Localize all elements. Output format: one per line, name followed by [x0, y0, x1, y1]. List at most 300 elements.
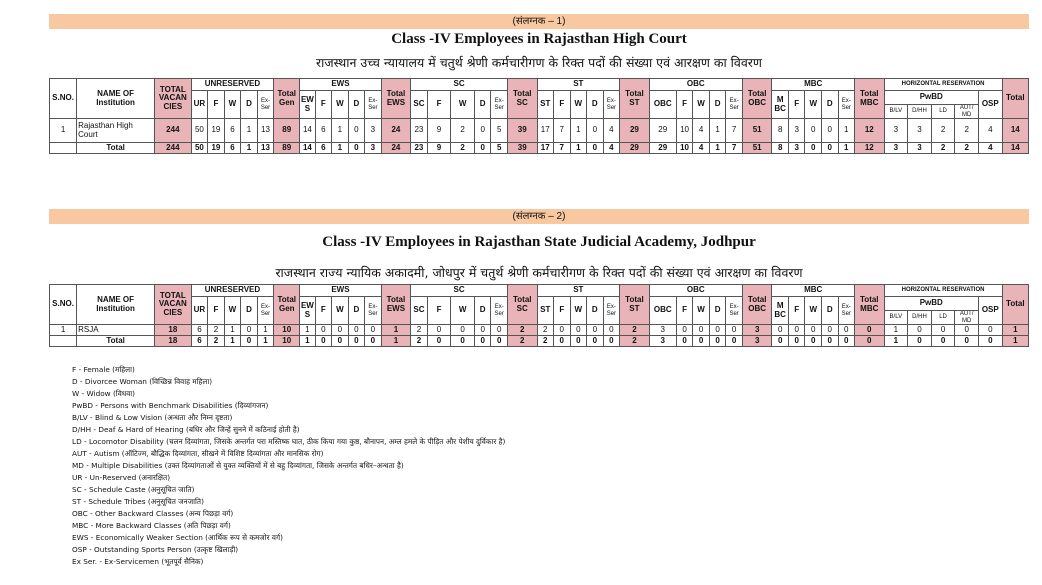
value-cell: 1: [884, 336, 908, 347]
abbreviation-legend: [72, 364, 505, 568]
header-d: D: [821, 91, 838, 119]
header-total-mbc: Total MBC: [855, 79, 885, 119]
value-cell: 0: [603, 325, 620, 336]
value-cell: 3: [742, 325, 772, 336]
header-d: D: [474, 297, 491, 325]
annex-1-band: (संलग्नक – 1): [49, 14, 1029, 29]
value-cell: 0: [955, 325, 979, 336]
value-cell: 0: [348, 143, 365, 154]
value-cell: 3: [742, 336, 772, 347]
sno-cell: 1: [50, 325, 77, 336]
header-ex-ser: Ex- Ser: [365, 91, 382, 119]
value-cell: 0: [474, 336, 491, 347]
header-ex-ser: Ex- Ser: [257, 297, 274, 325]
value-cell: 0: [570, 336, 587, 347]
header-st-sub: ST: [537, 297, 554, 325]
value-cell: 1: [257, 325, 274, 336]
header-f: F: [676, 91, 693, 119]
value-cell: 1: [381, 325, 411, 336]
table-row: [50, 325, 1029, 336]
header-f: F: [315, 297, 332, 325]
value-cell: 2: [208, 325, 225, 336]
value-cell: 0: [241, 336, 258, 347]
header-f: F: [427, 91, 451, 119]
value-cell: 0: [908, 325, 932, 336]
header-dhh: D/HH: [908, 311, 932, 325]
value-cell: 0: [908, 336, 932, 347]
value-cell: 2: [620, 325, 650, 336]
header-ex-ser: Ex- Ser: [365, 297, 382, 325]
header-ex-ser: Ex- Ser: [603, 297, 620, 325]
header-dhh: D/HH: [908, 105, 932, 119]
value-cell: 18: [155, 336, 192, 347]
header-ld: LD: [931, 311, 955, 325]
value-cell: 0: [805, 143, 822, 154]
sno-cell: 1: [50, 119, 77, 143]
header-total-vacancies: TOTAL VACAN CIES: [155, 285, 192, 325]
value-cell: 2: [931, 119, 955, 143]
header-f: F: [315, 91, 332, 119]
header-f: F: [676, 297, 693, 325]
header-w: W: [570, 297, 587, 325]
group-horizontal-reservation: HORIZONTAL RESERVATION: [884, 285, 1002, 297]
value-cell: 4: [978, 143, 1002, 154]
header-total-gen: Total Gen: [274, 285, 300, 325]
legend-item: OBC - Other Backward Classes (अन्य पिछड़ा वर्ग): [72, 509, 234, 518]
value-cell: 0: [855, 336, 885, 347]
value-cell: 0: [348, 336, 365, 347]
value-cell: 7: [554, 119, 571, 143]
value-cell: 1: [709, 119, 726, 143]
group-unreserved: UNRESERVED: [191, 285, 274, 297]
group-pwbd: PwBD: [884, 91, 978, 105]
value-cell: 5: [491, 143, 508, 154]
header-d: D: [348, 297, 365, 325]
header-total-sc: Total SC: [507, 79, 537, 119]
institution-cell: Rajasthan High Court: [77, 119, 155, 143]
header-f: F: [208, 297, 225, 325]
header-osp: OSP: [978, 91, 1002, 119]
value-cell: 1: [570, 143, 587, 154]
value-cell: 6: [191, 325, 208, 336]
section-1-subtitle: राजस्थान उच्च न्यायालय में चतुर्थ श्रेणी कर्मचारीगण के रिक्त पदों की संख्या एवं आरक्षण का विवरण: [316, 55, 762, 70]
value-cell: 7: [554, 143, 571, 154]
value-cell: 0: [474, 143, 491, 154]
value-cell: 89: [274, 143, 300, 154]
legend-item: MD - Multiple Disabilities (उक्त दिव्यांगताओं से युक्त व्यक्तियों में से बहु दिव्यांगता, जिसके अन्तर्गत बधिर–अन्धता है): [72, 461, 404, 470]
value-cell: 0: [693, 325, 710, 336]
value-cell: 2: [507, 336, 537, 347]
header-w: W: [693, 297, 710, 325]
header-f: F: [427, 297, 451, 325]
value-cell: 0: [315, 336, 332, 347]
value-cell: 3: [649, 325, 676, 336]
header-osp: OSP: [978, 297, 1002, 325]
value-cell: 0: [978, 325, 1002, 336]
value-cell: 3: [788, 119, 805, 143]
value-cell: 0: [838, 336, 855, 347]
value-cell: 1: [838, 143, 855, 154]
value-cell: 29: [649, 119, 676, 143]
value-cell: 3: [908, 143, 932, 154]
value-cell: 0: [348, 119, 365, 143]
sno-cell: [50, 143, 77, 154]
group-obc: OBC: [649, 79, 742, 91]
value-cell: 4: [978, 119, 1002, 143]
legend-item: D/HH - Deaf & Hard of Hearing (बधिर और जिन्हें सुनने में कठिनाई होती है): [72, 425, 300, 434]
value-cell: 0: [315, 325, 332, 336]
header-d: D: [587, 91, 604, 119]
table-row: [50, 119, 1029, 143]
value-cell: 7: [726, 143, 743, 154]
header-w: W: [805, 91, 822, 119]
value-cell: 6: [315, 143, 332, 154]
value-cell: 0: [805, 119, 822, 143]
value-cell: 10: [676, 143, 693, 154]
value-cell: 89: [274, 119, 300, 143]
value-cell: 51: [742, 143, 772, 154]
value-cell: 3: [365, 143, 382, 154]
value-cell: 0: [427, 336, 451, 347]
value-cell: 0: [955, 336, 979, 347]
value-cell: 0: [838, 325, 855, 336]
legend-item: MBC - More Backward Classes (अति पिछड़ा वर्ग): [72, 521, 231, 530]
group-sc: SC: [411, 285, 508, 297]
vacancy-table-1: [49, 78, 1029, 154]
header-ews-sub: EW S: [300, 297, 315, 325]
value-cell: 17: [537, 143, 554, 154]
value-cell: 0: [587, 336, 604, 347]
legend-item: D - Divorcee Woman (विच्छिन्न विवाह महिला): [72, 377, 213, 386]
value-cell: 0: [241, 325, 258, 336]
value-cell: 0: [427, 325, 451, 336]
value-cell: 23: [411, 119, 428, 143]
legend-item: LD - Locomotor Disability (चलन दिव्यांगता, जिसके अन्तर्गत परा मस्तिष्क घात, ठीक किया गया कुष्ठ, बौनापन, अम्ल हमले के पीड़ित और पेशीय दुर्विकार है): [72, 437, 506, 446]
group-sc: SC: [411, 79, 508, 91]
value-cell: 7: [726, 119, 743, 143]
value-cell: 1: [570, 119, 587, 143]
value-cell: 0: [570, 325, 587, 336]
value-cell: 2: [955, 143, 979, 154]
header-w: W: [224, 297, 241, 325]
value-cell: 14: [300, 143, 315, 154]
value-cell: 1: [241, 119, 258, 143]
header-ex-ser: Ex- Ser: [257, 91, 274, 119]
value-cell: 6: [224, 143, 241, 154]
legend-item: AUT - Autism (ऑटिज्म, बौद्धिक दिव्यांगता, सीखने में विशिष्ट दिव्यांगता और मानसिक रोग): [72, 449, 324, 458]
header-d: D: [241, 91, 258, 119]
value-cell: 2: [620, 336, 650, 347]
value-cell: 10: [274, 325, 300, 336]
value-cell: 0: [554, 336, 571, 347]
value-cell: 9: [427, 119, 451, 143]
value-cell: 2: [451, 119, 475, 143]
header-w: W: [224, 91, 241, 119]
header-w: W: [570, 91, 587, 119]
value-cell: 0: [805, 325, 822, 336]
header-sc-sub: SC: [411, 297, 428, 325]
value-cell: 5: [491, 119, 508, 143]
legend-item: SC - Schedule Caste (अनुसूचित जाति): [72, 485, 195, 494]
value-cell: 10: [274, 336, 300, 347]
header-total-ews: Total EWS: [381, 79, 411, 119]
header-total-obc: Total OBC: [742, 79, 772, 119]
value-cell: 8: [772, 119, 789, 143]
value-cell: 0: [554, 325, 571, 336]
header-ex-ser: Ex- Ser: [491, 91, 508, 119]
header-ex-ser: Ex- Ser: [491, 297, 508, 325]
value-cell: 3: [365, 119, 382, 143]
value-cell: 0: [474, 325, 491, 336]
value-cell: 0: [451, 325, 475, 336]
group-horizontal-reservation: HORIZONTAL RESERVATION: [884, 79, 1002, 91]
value-cell: 0: [931, 325, 955, 336]
header-total-sc: Total SC: [507, 285, 537, 325]
value-cell: 1: [1002, 336, 1028, 347]
value-cell: 50: [191, 143, 208, 154]
value-cell: 2: [507, 325, 537, 336]
legend-item: OSP - Outstanding Sports Person (उत्कृष्ट खिलाड़ी): [72, 545, 239, 554]
header-f: F: [554, 297, 571, 325]
group-ews: EWS: [300, 79, 381, 91]
header-ur: UR: [191, 297, 208, 325]
value-cell: 0: [709, 325, 726, 336]
group-st: ST: [537, 79, 620, 91]
value-cell: 12: [855, 143, 885, 154]
value-cell: 0: [348, 325, 365, 336]
header-w: W: [332, 91, 349, 119]
value-cell: 3: [649, 336, 676, 347]
value-cell: 2: [411, 336, 428, 347]
value-cell: 39: [507, 119, 537, 143]
legend-item: UR - Un-Reserved (अनारक्षित): [72, 473, 171, 482]
header-obc-sub: OBC: [649, 297, 676, 325]
legend-item: Ex Ser. - Ex-Servicemen (भूतपूर्व सैनिक): [72, 557, 204, 566]
header-ex-ser: Ex- Ser: [726, 297, 743, 325]
value-cell: 1: [838, 119, 855, 143]
value-cell: 1: [257, 336, 274, 347]
value-cell: 0: [726, 325, 743, 336]
header-d: D: [709, 91, 726, 119]
legend-item: PwBD - Persons with Benchmark Disabilities (दिव्यांगजन): [72, 401, 269, 410]
sno-cell: [50, 336, 77, 347]
value-cell: 14: [1002, 119, 1028, 143]
header-ur: UR: [191, 91, 208, 119]
group-pwbd: PwBD: [884, 297, 978, 311]
value-cell: 0: [451, 336, 475, 347]
header-total-ews: Total EWS: [381, 285, 411, 325]
value-cell: 1: [332, 119, 349, 143]
value-cell: 0: [726, 336, 743, 347]
header-total-obc: Total OBC: [742, 285, 772, 325]
institution-cell: RSJA: [77, 325, 155, 336]
value-cell: 0: [676, 325, 693, 336]
value-cell: 6: [224, 119, 241, 143]
header-autmd: AUT/ MD: [955, 311, 979, 325]
header-total-gen: Total Gen: [274, 79, 300, 119]
value-cell: 10: [676, 119, 693, 143]
legend-item: ST - Schedule Tribes (अनुसूचित जनजाति): [72, 497, 204, 506]
header-blv: B/LV: [884, 311, 908, 325]
header-d: D: [821, 297, 838, 325]
header-sno: S.NO.: [50, 79, 77, 119]
value-cell: 0: [821, 336, 838, 347]
value-cell: 0: [821, 325, 838, 336]
value-cell: 2: [931, 143, 955, 154]
annex-2-band: (संलग्नक – 2): [49, 209, 1029, 224]
value-cell: 0: [474, 119, 491, 143]
value-cell: 0: [587, 325, 604, 336]
header-mbc-sub: M BC: [772, 297, 789, 325]
header-ex-ser: Ex- Ser: [726, 91, 743, 119]
value-cell: 0: [365, 325, 382, 336]
value-cell: 6: [191, 336, 208, 347]
value-cell: 0: [332, 325, 349, 336]
header-total: Total: [1002, 285, 1028, 325]
value-cell: 17: [537, 119, 554, 143]
header-w: W: [451, 297, 475, 325]
header-total-mbc: Total MBC: [855, 285, 885, 325]
value-cell: 4: [603, 143, 620, 154]
value-cell: 2: [451, 143, 475, 154]
header-w: W: [693, 91, 710, 119]
value-cell: 0: [805, 336, 822, 347]
header-obc-sub: OBC: [649, 91, 676, 119]
header-d: D: [474, 91, 491, 119]
value-cell: 3: [908, 119, 932, 143]
value-cell: 0: [603, 336, 620, 347]
header-w: W: [805, 297, 822, 325]
legend-item: EWS - Economically Weaker Section (आर्थिक रूप से कमजोर वर्ग): [72, 533, 283, 542]
value-cell: 1: [381, 336, 411, 347]
value-cell: 4: [603, 119, 620, 143]
value-cell: 29: [620, 119, 650, 143]
header-autmd: AUT/ MD: [955, 105, 979, 119]
total-row: [50, 336, 1029, 347]
value-cell: 29: [649, 143, 676, 154]
legend-item: F - Female (महिला): [72, 365, 135, 374]
value-cell: 18: [155, 325, 192, 336]
institution-cell: Total: [77, 143, 155, 154]
value-cell: 1: [332, 143, 349, 154]
value-cell: 0: [676, 336, 693, 347]
value-cell: 50: [191, 119, 208, 143]
value-cell: 2: [411, 325, 428, 336]
section-2-subtitle: राजस्थान राज्य न्यायिक अकादमी, जोधपुर में चतुर्थ श्रेणी कर्मचारीगण के रिक्त पदों की संख्या एवं आरक्षण का विवरण: [275, 265, 803, 280]
value-cell: 244: [155, 119, 192, 143]
total-row: [50, 143, 1029, 154]
value-cell: 2: [208, 336, 225, 347]
value-cell: 0: [365, 336, 382, 347]
value-cell: 0: [772, 336, 789, 347]
header-mbc-sub: M BC: [772, 91, 789, 119]
value-cell: 1: [224, 325, 241, 336]
header-w: W: [332, 297, 349, 325]
header-d: D: [709, 297, 726, 325]
header-institution: NAME OF Institution: [77, 79, 155, 119]
value-cell: 1: [300, 336, 315, 347]
value-cell: 1: [224, 336, 241, 347]
value-cell: 24: [381, 119, 411, 143]
value-cell: 0: [788, 325, 805, 336]
group-obc: OBC: [649, 285, 742, 297]
value-cell: 0: [788, 336, 805, 347]
header-ews-sub: EW S: [300, 91, 315, 119]
value-cell: 0: [821, 143, 838, 154]
value-cell: 23: [411, 143, 428, 154]
value-cell: 12: [855, 119, 885, 143]
vacancy-table-2: [49, 284, 1029, 347]
value-cell: 0: [772, 325, 789, 336]
value-cell: 2: [955, 119, 979, 143]
value-cell: 1: [884, 325, 908, 336]
group-mbc: MBC: [772, 285, 855, 297]
institution-cell: Total: [77, 336, 155, 347]
group-st: ST: [537, 285, 620, 297]
header-f: F: [554, 91, 571, 119]
section-2-title: Class -IV Employees in Rajasthan State Judicial Academy, Jodhpur: [322, 234, 756, 250]
value-cell: 0: [855, 325, 885, 336]
value-cell: 1: [1002, 325, 1028, 336]
value-cell: 0: [491, 336, 508, 347]
value-cell: 0: [332, 336, 349, 347]
header-sno: S.NO.: [50, 285, 77, 325]
legend-item: W - Widow (विधवा): [72, 389, 136, 398]
header-ex-ser: Ex- Ser: [603, 91, 620, 119]
value-cell: 39: [507, 143, 537, 154]
value-cell: 1: [241, 143, 258, 154]
value-cell: 9: [427, 143, 451, 154]
value-cell: 4: [693, 143, 710, 154]
value-cell: 51: [742, 119, 772, 143]
header-blv: B/LV: [884, 105, 908, 119]
header-ex-ser: Ex- Ser: [838, 91, 855, 119]
value-cell: 0: [931, 336, 955, 347]
value-cell: 29: [620, 143, 650, 154]
value-cell: 1: [300, 325, 315, 336]
section-1-title: Class -IV Employees in Rajasthan High Court: [391, 31, 687, 47]
header-sc-sub: SC: [411, 91, 428, 119]
value-cell: 3: [884, 143, 908, 154]
header-st-sub: ST: [537, 91, 554, 119]
header-ld: LD: [931, 105, 955, 119]
group-mbc: MBC: [772, 79, 855, 91]
header-total: Total: [1002, 79, 1028, 119]
value-cell: 0: [693, 336, 710, 347]
value-cell: 13: [257, 143, 274, 154]
header-d: D: [348, 91, 365, 119]
value-cell: 2: [537, 336, 554, 347]
header-d: D: [587, 297, 604, 325]
header-f: F: [788, 91, 805, 119]
value-cell: 6: [315, 119, 332, 143]
value-cell: 0: [821, 119, 838, 143]
value-cell: 13: [257, 119, 274, 143]
header-total-st: Total ST: [620, 79, 650, 119]
value-cell: 14: [1002, 143, 1028, 154]
value-cell: 8: [772, 143, 789, 154]
value-cell: 4: [693, 119, 710, 143]
value-cell: 19: [208, 143, 225, 154]
legend-item: B/LV - Blind & Low Vision (अन्धता और निम्न दृष्टता): [72, 413, 233, 422]
group-ews: EWS: [300, 285, 381, 297]
value-cell: 0: [978, 336, 1002, 347]
header-ex-ser: Ex- Ser: [838, 297, 855, 325]
header-f: F: [788, 297, 805, 325]
value-cell: 3: [884, 119, 908, 143]
value-cell: 0: [491, 325, 508, 336]
value-cell: 2: [537, 325, 554, 336]
